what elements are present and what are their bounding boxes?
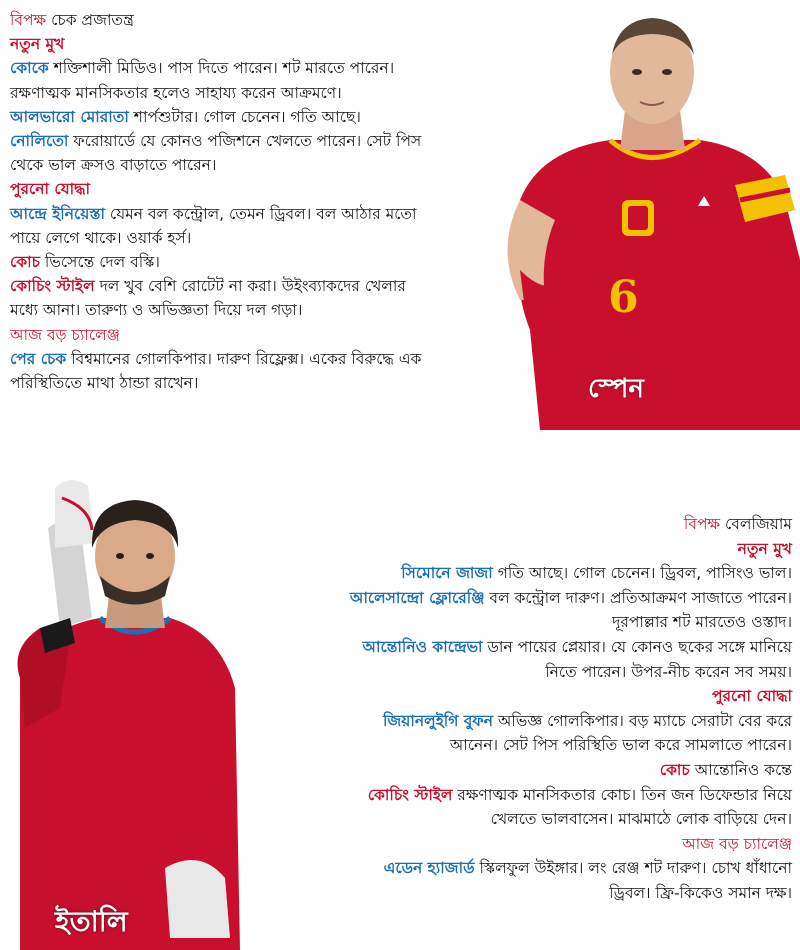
coaching-style-entry (152, 783, 792, 808)
coach-entry (152, 758, 792, 783)
coach-name: আন্তোনিও কন্তে (689, 760, 792, 779)
player-name: আন্দ্রে ইনিয়েস্তা (10, 204, 105, 223)
player-description: ডান পায়ের প্লেয়ার। যে কোনও ছকের সঙ্গে মানিয়ে (482, 637, 792, 656)
player-description-cont: থেকে ভাল ক্রসও বাড়াতে পারেন। (10, 156, 217, 175)
player-description: স্কিলফুল উইঙ্গার। লং রেঞ্জ শট দারুণ। চোখ ধাঁধানো (474, 859, 792, 878)
team-label-italy: ইতালি (55, 905, 128, 938)
section-title-challenge: আজ বড় চ্যালেঞ্জ (10, 325, 120, 344)
coach-label: কোচ (10, 253, 40, 272)
player-entry (10, 202, 530, 226)
coaching-style-cont: খেলতে ভালবাসেন। মাঝমাঠে লোক বাড়িয়ে দেন। (490, 810, 792, 829)
opponent-heading (10, 8, 530, 32)
player-description-cont: দূরপাল্লার শট মারতেও ওস্তাদ। (612, 613, 792, 632)
player-description-cont: ড্রিবল। ফ্রি-কিকেও সমান দক্ষ। (609, 883, 792, 902)
player-description-cont: নিতে পারেন। উপর-নীচ করেন সব সময়। (545, 662, 792, 681)
player-name: নোলিতো (10, 132, 69, 151)
player-name: সিমোনে জাজা (401, 564, 493, 583)
player-name: এডেন হ্যাজার্ড (383, 859, 475, 878)
player-entry (152, 586, 792, 611)
player-entry (152, 709, 792, 734)
player-description: শার্পশুটার। গোল চেনেন। গতি আছে। (128, 107, 361, 126)
player-description-cont: রক্ষণাত্মক মানসিকতার হলেও সাহায্য করেন আক্রমণে। (10, 83, 342, 102)
coaching-style-cont: মধ্যে আনা। তারুণ্য ও অভিজ্ঞতা দিয়ে দল গড়া। (10, 301, 303, 320)
player-description: গতি আছে। গোল চেনেন। ড্রিবল, পাসিংও ভাল। (492, 564, 792, 583)
player-description: বল কন্ট্রোল দারুণ। প্রতিআক্রমণ সাজাতে পারেন। (484, 588, 792, 607)
player-description: ফরোয়ার্ডে যে কোনও পজিশনে খেলতে পারেন। সেট পিস (68, 132, 422, 151)
coaching-style-label: কোচিং স্টাইল (367, 785, 453, 804)
italy-preview-article (152, 512, 792, 906)
shirt-number: 6 (608, 272, 639, 323)
coaching-style-label: কোচিং স্টাইল (10, 277, 95, 296)
player-description: শক্তিশালী মিডিও। পাস দিতে পারেন। শট মারতে পারেন। (48, 59, 395, 78)
team-label-spain: স্পেন (588, 374, 644, 404)
player-description-cont: পরিস্থিতিতে মাথা ঠান্ডা রাখেন। (10, 374, 199, 393)
opponent-label: বিপক্ষ (10, 11, 47, 29)
player-description-cont: পায়ে লেগে থাকে। ওয়ার্ক হর্স। (10, 228, 192, 247)
section-title-challenge: আজ বড় চ্যালেঞ্জ (682, 834, 792, 853)
player-entry (152, 561, 792, 586)
player-entry (10, 105, 530, 129)
spain-preview-article (10, 8, 530, 395)
coach-name: ভিসেন্তে দেল বস্কি। (40, 253, 160, 272)
player-name: আলেসান্দ্রো ফ্লোরেঞ্জি (349, 588, 485, 607)
coach-label: কোচ (659, 760, 690, 779)
section-title-veteran: পুরনো যোদ্ধা (10, 180, 90, 199)
coach-entry (10, 250, 530, 274)
player-name: পের চেক (10, 349, 67, 368)
player-name: আলভারো মোরাতা (10, 107, 129, 126)
player-description-cont: আনেন। সেট পিস পরিস্থিতি ভাল করে সামলাতে পারেন। (449, 736, 792, 755)
spain-player-photo (500, 0, 800, 430)
opponent-name: বেলজিয়াম (720, 515, 792, 533)
player-entry (10, 129, 530, 153)
player-name: জিয়ানলুইগি বুফন (383, 711, 493, 730)
player-entry (10, 56, 530, 80)
coaching-style-text: রক্ষণাত্মক মানসিকতার কোচ। তিন জন ডিফেন্ডার নিয়ে (452, 785, 792, 804)
player-description: যেমন বল কন্ট্রোল, তেমন ড্রিবল। বল আঠার মতো (105, 204, 417, 223)
coaching-style-text: দল খুব বেশি রোটেট না করা। উইংব্যাকদের খেলার (94, 277, 406, 296)
player-entry (152, 856, 792, 881)
player-description: বিশ্বমানের গোলকিপার। দারুণ রিফ্লেক্স। একের বিরুদ্ধে এক (66, 349, 422, 368)
player-name: কোকে (10, 59, 49, 78)
section-title-veteran: পুরনো যোদ্ধা (712, 687, 792, 706)
player-description: অভিজ্ঞ গোলকিপার। বড় ম্যাচে সেরাটা বের করে (493, 711, 792, 730)
player-entry (10, 347, 530, 371)
section-title-new-faces: নতুন মুখ (10, 35, 65, 54)
player-entry (152, 635, 792, 660)
section-title-new-faces: নতুন মুখ (737, 539, 792, 558)
opponent-label: বিপক্ষ (683, 515, 721, 533)
opponent-heading (152, 512, 792, 537)
player-name: আন্তোনিও কান্দ্রেভা (362, 637, 483, 656)
coaching-style-entry (10, 274, 530, 298)
opponent-name: চেক প্রজাতন্ত্র (51, 11, 134, 29)
